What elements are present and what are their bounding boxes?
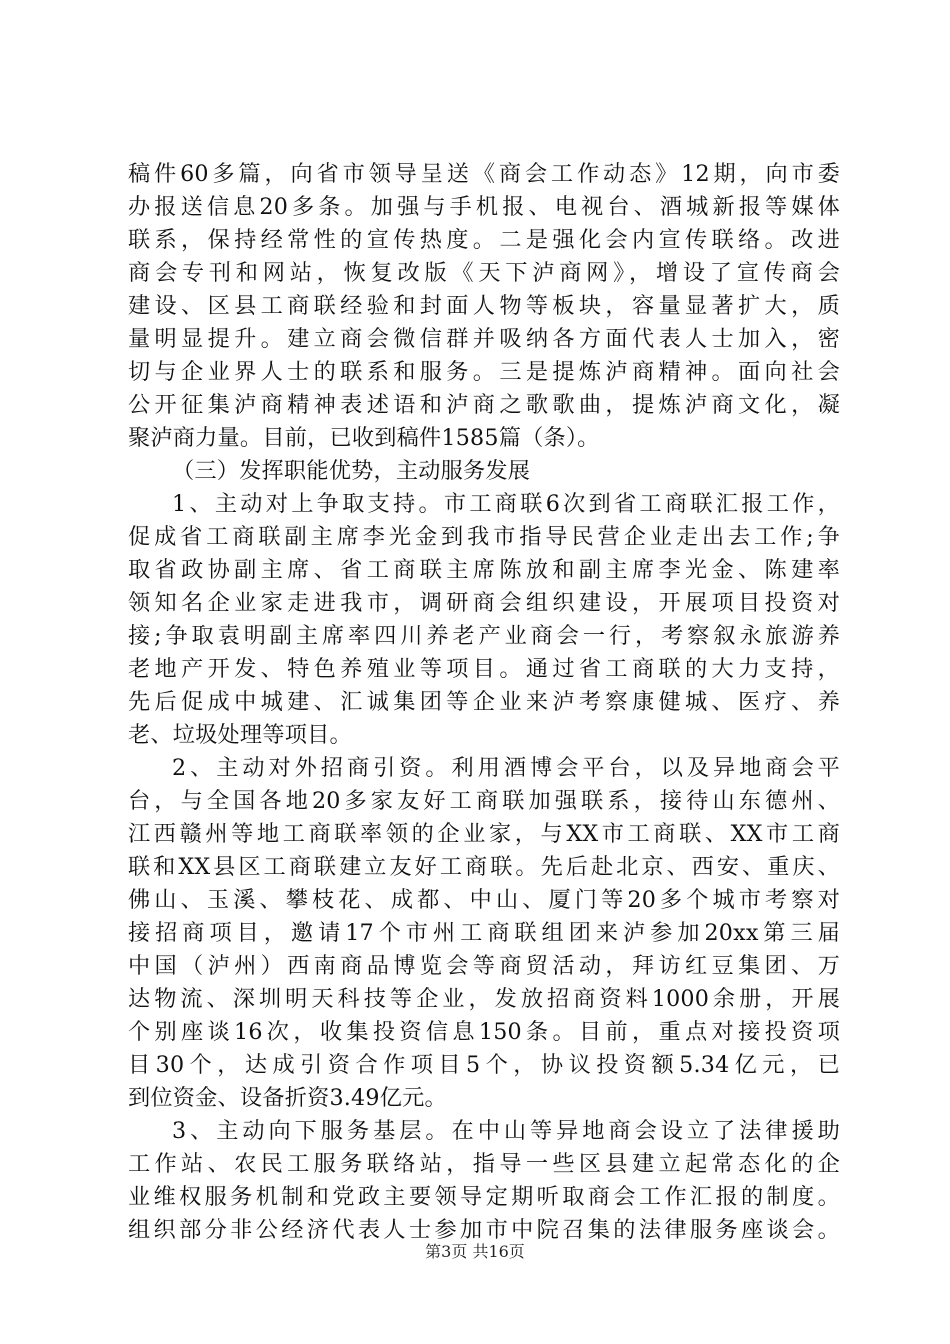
paragraph-line: 商会专刊和网站，恢复改版《天下泸商网》，增设了宣传商会 <box>128 260 840 286</box>
paragraph-line: 办报送信息20多条。加强与手机报、电视台、酒城新报等媒体 <box>128 194 840 220</box>
paragraph-line: 组织部分非公经济代表人士参加市中院召集的法律服务座谈会。 <box>128 1217 840 1243</box>
paragraph-line: 聚泸商力量。目前，已收到稿件1585篇（条）。 <box>128 425 600 451</box>
paragraph-line: 接;争取袁明副主席率四川养老产业商会一行，考察叙永旅游养 <box>128 623 840 649</box>
paragraph-line: 到位资金、设备折资3.49亿元。 <box>128 1085 447 1111</box>
paragraph-line: 老、垃圾处理等项目。 <box>128 722 352 748</box>
paragraph-line: 个别座谈16次，收集投资信息150条。目前，重点对接投资项 <box>128 1019 840 1045</box>
paragraph-line: 先后促成中城建、汇诚集团等企业来泸考察康健城、医疗、养 <box>128 689 840 715</box>
paragraph-line: 联和XX县区工商联建立友好工商联。先后赴北京、西安、重庆、 <box>128 854 840 880</box>
document-body <box>128 158 840 1247</box>
paragraph-line: 量明显提升。建立商会微信群并吸纳各方面代表人士加入，密 <box>128 326 840 352</box>
paragraph-line: 公开征集泸商精神表述语和泸商之歌歌曲，提炼泸商文化，凝 <box>128 392 840 418</box>
paragraph-line: 中国（泸州）西南商品博览会等商贸活动，拜访红豆集团、万 <box>128 953 840 979</box>
paragraph-line: 达物流、深圳明天科技等企业，发放招商资料1000余册，开展 <box>128 986 840 1012</box>
paragraph-line: 接招商项目，邀请17个市州工商联组团来泸参加20xx第三届 <box>128 920 840 946</box>
section-heading: （三）发挥职能优势，主动服务发展 <box>172 458 531 484</box>
paragraph-line: 老地产开发、特色养殖业等项目。通过省工商联的大力支持， <box>128 656 840 682</box>
paragraph-line: 联系，保持经常性的宣传热度。二是强化会内宣传联络。改进 <box>128 227 840 253</box>
paragraph-line: 3、主动向下服务基层。在中山等异地商会设立了法律援助 <box>172 1118 840 1144</box>
paragraph-line: 领知名企业家走进我市，调研商会组织建设，开展项目投资对 <box>128 590 840 616</box>
paragraph-line: 1、主动对上争取支持。市工商联6次到省工商联汇报工作， <box>172 491 840 517</box>
paragraph-line: 业维权服务机制和党政主要领导定期听取商会工作汇报的制度。 <box>128 1184 840 1210</box>
paragraph-line: 促成省工商联副主席李光金到我市指导民营企业走出去工作;争 <box>128 524 840 550</box>
paragraph-line: 取省政协副主席、省工商联主席陈放和副主席李光金、陈建率 <box>128 557 840 583</box>
paragraph-line: 稿件60多篇，向省市领导呈送《商会工作动态》12期，向市委 <box>128 161 840 187</box>
paragraph-line: 台，与全国各地20多家友好工商联加强联系，接待山东德州、 <box>128 788 840 814</box>
page-number-footer: 第3页 共16页 <box>425 1242 525 1261</box>
paragraph-line: 目30个，达成引资合作项目5个，协议投资额5.34亿元，已 <box>128 1052 840 1078</box>
paragraph-line: 建设、区县工商联经验和封面人物等板块，容量显著扩大，质 <box>128 293 840 319</box>
paragraph-line: 切与企业界人士的联系和服务。三是提炼泸商精神。面向社会 <box>128 359 840 385</box>
paragraph-line: 2、主动对外招商引资。利用酒博会平台，以及异地商会平 <box>172 755 840 781</box>
paragraph-line: 工作站、农民工服务联络站，指导一些区县建立起常态化的企 <box>128 1151 840 1177</box>
paragraph-line: 佛山、玉溪、攀枝花、成都、中山、厦门等20多个城市考察对 <box>128 887 840 913</box>
paragraph-line: 江西赣州等地工商联率领的企业家，与XX市工商联、XX市工商 <box>128 821 840 847</box>
